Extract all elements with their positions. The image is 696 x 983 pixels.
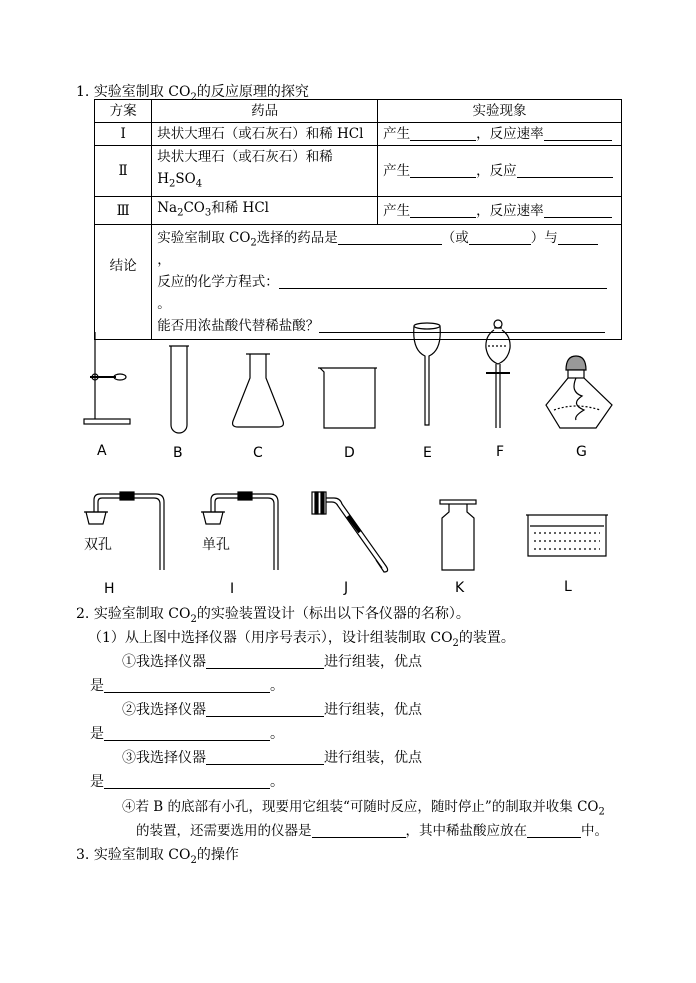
choice-1-cont (90, 675, 284, 695)
conclusion-text: （或 (441, 230, 469, 247)
choice-text: 是 (90, 774, 104, 790)
question-1-text: （1）从上图中选择仪器（用序号表示），设计组装制取 CO (88, 630, 453, 646)
label-f: F (496, 444, 505, 460)
question-4-text: ④若 B 的底部有小孔，现要用它组装“可随时反应，随时停止”的制取并收集 CO (122, 799, 599, 815)
answer-blank[interactable] (312, 823, 406, 838)
stopper-bent-tube-icon (312, 492, 388, 572)
label-k: K (455, 580, 465, 596)
section2-title-suffix: 的实验装置设计（标出以下各仪器的名称）。 (196, 606, 470, 622)
reagent-sub: 3 (204, 207, 212, 219)
choice-2-cont (90, 723, 284, 743)
question-1-suffix: 的装置。 (458, 630, 515, 646)
label-l: L (564, 579, 572, 595)
answer-blank[interactable] (206, 702, 324, 717)
section2-number: 2. (76, 606, 90, 622)
reagent-sub: 2 (177, 207, 184, 219)
reagent-text: Na (157, 199, 178, 216)
conclusion-line: ， (157, 252, 171, 269)
choice-text: 。 (270, 678, 284, 694)
choice-text: 进行组装，优点 (324, 702, 422, 718)
choice-text: 进行组装，优点 (324, 654, 422, 670)
answer-blank[interactable] (104, 726, 270, 741)
question-1 (88, 627, 515, 649)
section2-title-text: 实验室制取 CO (93, 606, 191, 622)
section1-number: 1. (76, 84, 90, 100)
label-h: H (104, 581, 115, 597)
separatory-funnel-icon (486, 320, 510, 428)
conclusion-label: 结论 (95, 225, 152, 340)
answer-blank[interactable] (104, 774, 270, 789)
conclusion-sub: 2 (250, 238, 257, 250)
label-a: A (97, 443, 107, 459)
header-reagent: 药品 (152, 100, 378, 123)
answer-blank[interactable] (104, 678, 270, 693)
beaker-icon (318, 368, 377, 428)
label-d: D (344, 445, 355, 461)
choice-2 (122, 699, 422, 719)
phen-label: ，反应速率 (476, 202, 544, 219)
question-4-line1 (122, 795, 605, 818)
single-hole-stopper-tube-icon (201, 492, 278, 570)
reagent-text: SO (175, 171, 196, 187)
choice-text: 。 (270, 774, 284, 790)
section3-number: 3. (76, 847, 90, 863)
section1-title-suffix: 的反应原理的探究 (196, 84, 309, 100)
label-j: J (344, 580, 349, 596)
choice-3 (122, 747, 422, 767)
double-hole-stopper-tube-icon (84, 492, 164, 570)
answer-blank[interactable] (206, 654, 324, 669)
phen-label: 产生 (383, 162, 411, 179)
question-4-text: 中。 (581, 823, 608, 839)
question-4-line2 (136, 819, 608, 839)
reagent-sub: 2 (169, 178, 176, 190)
conclusion-text: 选择的药品是 (256, 230, 338, 247)
choice-text: ②我选择仪器 (122, 702, 206, 718)
alcohol-lamp-icon (546, 356, 612, 428)
scheme-cell: Ⅰ (95, 123, 152, 146)
single-hole-label: 单孔 (202, 537, 230, 553)
section2-title (76, 603, 470, 625)
choice-text: 是 (90, 678, 104, 694)
section3-title-suffix: 的操作 (196, 847, 239, 863)
question-4-text: ，其中稀盐酸应放在 (405, 823, 527, 839)
section3-title-text: 实验室制取 CO (93, 847, 191, 863)
section1-title-sub: 2 (190, 91, 197, 103)
label-c: C (253, 445, 263, 461)
scheme-cell: Ⅲ (95, 196, 152, 225)
conclusion-text: 反应的化学方程式： (157, 274, 279, 291)
test-tube-icon (169, 346, 189, 433)
choice-1 (122, 651, 422, 671)
reagent-sub: 4 (195, 178, 203, 190)
label-b: B (173, 445, 183, 461)
answer-blank[interactable] (206, 750, 324, 765)
phen-label: ，反应速率 (476, 126, 544, 142)
answer-blank[interactable] (527, 823, 581, 838)
section1-title-text: 实验室制取 CO (93, 84, 191, 100)
choice-text: 进行组装，优点 (324, 750, 422, 766)
question-4-sub: 2 (598, 806, 605, 818)
iron-stand-icon (84, 332, 130, 424)
question-1-sub: 2 (452, 637, 459, 649)
choice-text: 是 (90, 726, 104, 742)
label-g: G (576, 444, 587, 460)
gas-collection-bottle-icon (440, 500, 476, 570)
reagent-cell: 块状大理石（或石灰石）和稀 HCl (152, 123, 378, 146)
conclusion-text: ）与 (530, 230, 558, 247)
reagent-text: CO (183, 199, 205, 216)
section2-title-sub: 2 (190, 613, 197, 625)
section3-title-sub: 2 (190, 854, 197, 866)
label-e: E (423, 445, 432, 461)
conclusion-text: 能否用浓盐酸代替稀盐酸？ (157, 318, 320, 335)
choice-text: 。 (270, 726, 284, 742)
reagent-text: 和稀 HCl (211, 199, 269, 216)
conclusion-text: 实验室制取 CO (157, 230, 251, 247)
scheme-cell: Ⅱ (95, 146, 152, 197)
question-4-text: 的装置，还需要选用的仪器是 (136, 823, 312, 839)
choice-text: ③我选择仪器 (122, 750, 206, 766)
reagent-text: 块状大理石（或石灰石）和稀 H (157, 149, 333, 187)
choice-text: ①我选择仪器 (122, 654, 206, 670)
phen-label: 产生 (383, 202, 411, 219)
phen-label: 产生 (383, 126, 411, 142)
choice-3-cont (90, 771, 284, 791)
double-hole-label: 双孔 (84, 537, 112, 553)
label-i: I (230, 581, 235, 597)
conical-flask-icon (233, 354, 284, 427)
phen-label: ，反应 (476, 162, 517, 179)
water-trough-icon (526, 515, 608, 556)
header-phenomenon: 实验现象 (378, 100, 622, 123)
section3-title (76, 844, 239, 866)
header-scheme: 方案 (95, 100, 152, 123)
conclusion-line: 。 (157, 296, 171, 313)
long-neck-funnel-icon (414, 323, 441, 425)
